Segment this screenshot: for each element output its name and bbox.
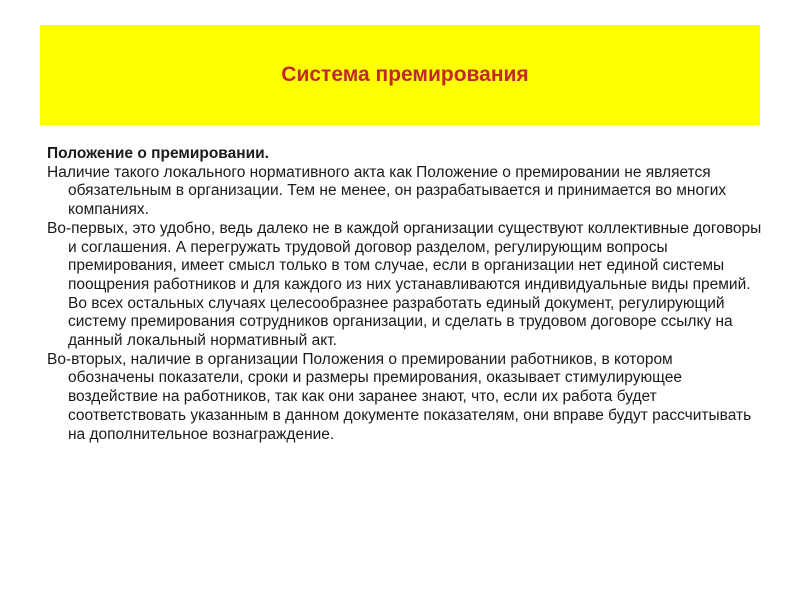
paragraph-first-reason: Во-первых, это удобно, ведь далеко не в каждой организации существуют коллективные договоры и соглашения. А перегружать трудовой договор разделом, регулирующим вопросы премирования, имеет смысл только в том случае, если в организации нет единой системы поощрения работников и для каждого из них устанавливаются индивидуальные виды премий. Во всех остальных случаях целесообразнее разработать единый документ, регулирующий систему премирования сотрудников организации, и сделать в трудовом договоре ссылку на данный локальный нормативный акт. <box>47 219 762 350</box>
paragraph-intro: Наличие такого локального нормативного акта как Положение о премировании не является обязательным в организации. Тем не менее, он разрабатывается и принимается во многих компаниях. <box>47 163 727 219</box>
slide-title: Система премирования <box>281 63 529 86</box>
section-heading: Положение о премировании. <box>47 145 269 162</box>
title-banner <box>40 25 760 125</box>
slide-body <box>47 145 763 444</box>
paragraph-second-reason: Во-вторых, наличие в организации Положения о премировании работников, в котором обозначены показатели, сроки и размеры премирования, оказывает стимулирующее воздействие на работников, так как они заранее знают, что, если их работа будет соответствовать указанным в данном документе показателям, они вправе будут рассчитывать на дополнительное вознаграждение. <box>47 350 752 443</box>
